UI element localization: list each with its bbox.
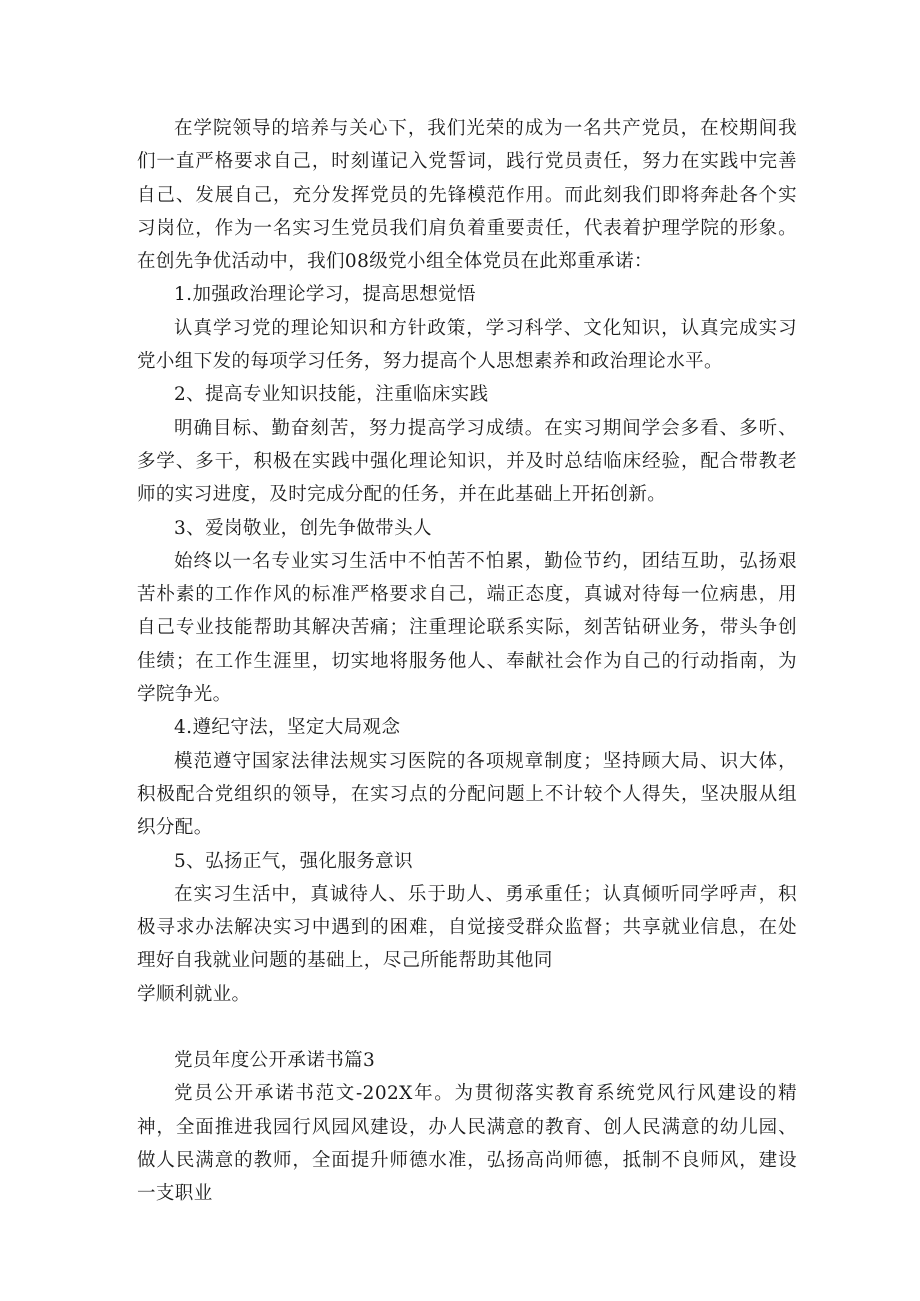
section-2-heading: 2、提高专业知识技能，注重临床实践 xyxy=(174,384,489,406)
section-gap xyxy=(137,1011,797,1044)
next-article-body: 党员公开承诺书范文-202X年。为贯彻落实教育系统党风行风建设的精神，全面推进我园行风园风建设，办人民满意的教育、创人民满意的幼儿园、做人民满意的教师，全面提升师德水准，弘扬高尚师德，抵制不良师风，建设一支职业 xyxy=(137,1083,797,1205)
section-3-heading: 3、爱岗敬业，创先争做带头人 xyxy=(174,517,432,539)
section-4-heading: 4.遵纪守法，坚定大局观念 xyxy=(174,717,401,739)
section-4-body: 模范遵守国家法律法规实习医院的各项规章制度；坚持顾大局、识大体，积极配合党组织的领导，在实习点的分配问题上不计较个人得失，坚决服从组织分配。 xyxy=(137,750,797,839)
document-body xyxy=(137,112,797,1211)
section-3-body: 始终以一名专业实习生活中不怕苦不怕累，勤俭节约，团结互助，弘扬艰苦朴素的工作作风的标准严格要求自己，端正态度，真诚对待每一位病患，用自己专业技能帮助其解决苦痛；注重理论联系实际，刻苦钻研业务，带头争创佳绩；在工作生涯里，切实地将服务他人、奉献社会作为自己的行动指南，为学院争光。 xyxy=(137,550,797,706)
intro-paragraph: 在学院领导的培养与关心下，我们光荣的成为一名共产党员，在校期间我们一直严格要求自己，时刻谨记入党誓词，践行党员责任，努力在实践中完善自己、发展自己，充分发挥党员的先锋模范作用。而此刻我们即将奔赴各个实习岗位，作为一名实习生党员我们肩负着重要责任，代表着护理学院的形象。在创先争优活动中，我们08级党小组全体党员在此郑重承诺： xyxy=(137,118,797,273)
section-5-tail-line: 学顺利就业。 xyxy=(137,983,251,1005)
section-2-body: 明确目标、勤奋刻苦，努力提高学习成绩。在实习期间学会多看、多听、多学、多干，积极在实践中强化理论知识，并及时总结临床经验，配合带教老师的实习进度，及时完成分配的任务，并在此基础上开拓创新。 xyxy=(137,417,797,506)
section-5-heading: 5、弘扬正气，强化服务意识 xyxy=(174,850,413,872)
next-article-title: 党员年度公开承诺书篇3 xyxy=(174,1050,376,1072)
section-1-body: 认真学习党的理论知识和方针政策，学习科学、文化知识，认真完成实习党小组下发的每项学习任务，努力提高个人思想素养和政治理论水平。 xyxy=(137,317,797,373)
section-5-body: 在实习生活中，真诚待人、乐于助人、勇承重任；认真倾听同学呼声，积极寻求办法解决实习中遇到的困难，自觉接受群众监督；共享就业信息，在处理好自我就业问题的基础上，尽己所能帮助其他同 xyxy=(137,883,797,972)
section-1-heading: 1.加强政治理论学习，提高思想觉悟 xyxy=(174,284,476,306)
